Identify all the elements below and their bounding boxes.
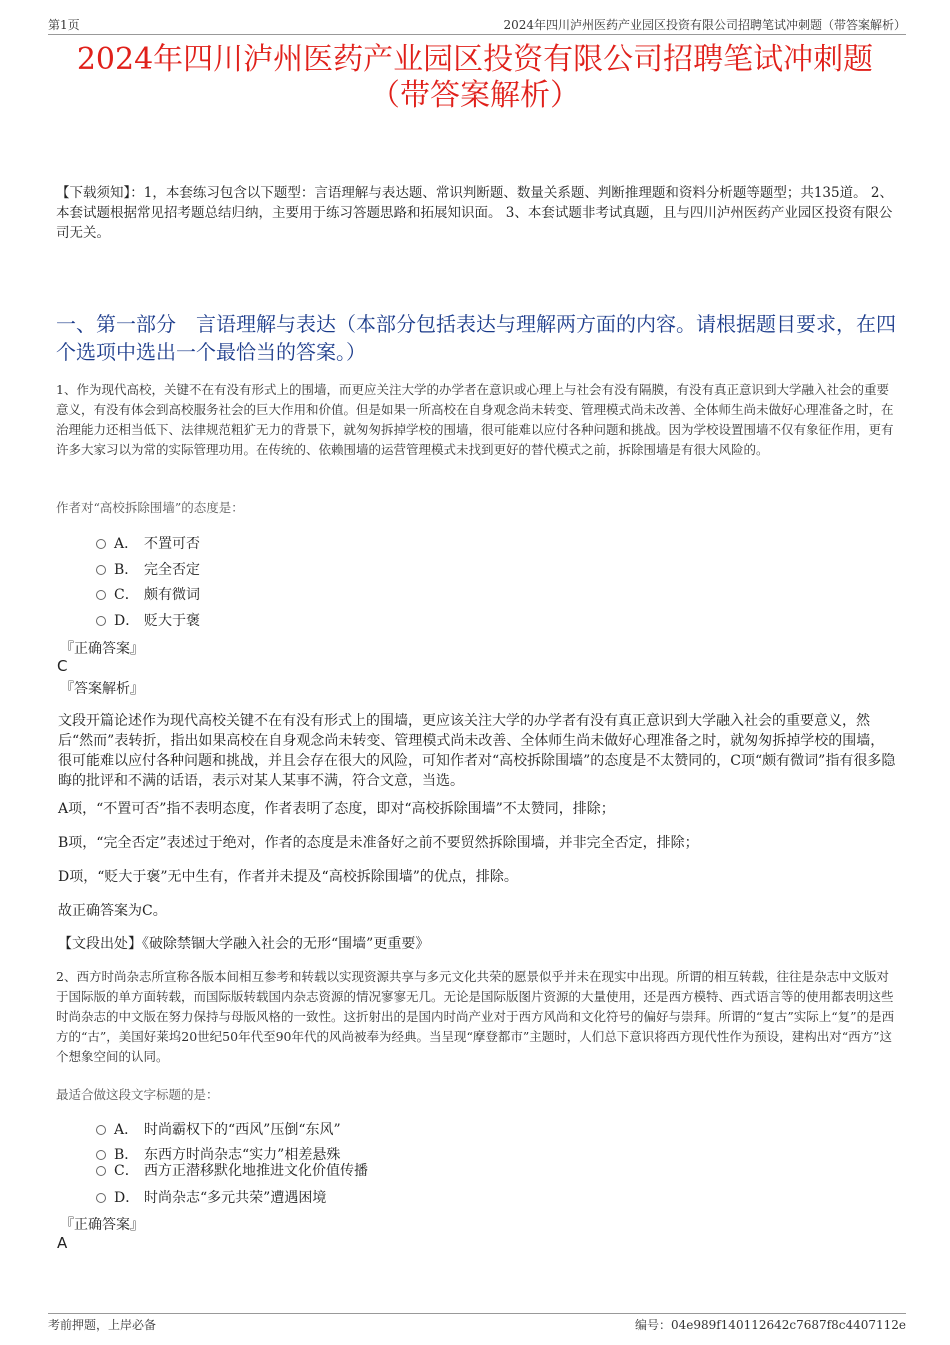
q1-option-d[interactable]: D． 贬大于褒 <box>96 610 200 630</box>
radio-icon[interactable] <box>96 590 106 600</box>
q1-analysis-d: D项，“贬大于褒”无中生有，作者并未提及“高校拆除围墙”的优点，排除。 <box>58 869 518 885</box>
radio-icon[interactable] <box>96 1125 106 1135</box>
q2-option-b[interactable]: B． 东西方时尚杂志“实力”相差悬殊 <box>96 1144 340 1164</box>
q1-analysis-b: B项，“完全否定”表述过于绝对，作者的态度是未准备好之前不要贸然拆除围墙，并非完全否定，排除； <box>58 835 699 851</box>
radio-icon[interactable] <box>96 539 106 549</box>
q2-option-d[interactable]: D． 时尚杂志“多元共荣”遭遇困境 <box>96 1187 326 1207</box>
download-notice: 【下载须知】：1，本套练习包含以下题型：言语理解与表达题、常识判断题、数量关系题、判断推理题和资料分析题等题型；共135道。 2、本套试题根据常见招考题总结归纳，主要用于练习答题思路和拓展知识面。 3、本套试题非考试真题，且与四川泸州医药产业园区投资有限公司无关。 <box>56 185 893 241</box>
radio-icon[interactable] <box>96 565 106 575</box>
q2-passage: 2、西方时尚杂志所宣称各版本间相互参考和转载以实现资源共享与多元文化共荣的愿景似乎并未在现实中出现。所谓的相互转载，往往是杂志中文版对于国际版的单方面转载，而国际版转载国内杂志资源的情况寥寥无几。无论是国际版图片资源的大量使用，还是西方模特、西式语言等的使用都表明这些时尚杂志的中文版在努力保持与母版风格的一致性。这折射出的是国内时尚产业对于西方风尚和文化符号的偏好与崇拜。所谓的“复古”实际上“复”的是西方的“古”，美国好莱坞20世纪50年代至90年代的风尚被奉为经典。当呈现“摩登都市”主题时，人们总下意识将西方现代性作为预设，建构出对“西方”这个想象空间的认同。 <box>56 969 895 1064</box>
q1-analysis-main: 文段开篇论述作为现代高校关键不在有没有形式上的围墙，更应该关注大学的办学者有没有真正意识到大学融入社会的重要意义，然后“然而”表转折，指出如果高校在自身观念尚未转变、管理模式尚未改善、全体师生尚未做好心理准备之时，就匆匆拆掉学校的围墙，很可能难以应付各种问题和挑战，并且会存在很大的风险，可知作者对“高校拆除围墙”的态度是不太赞同的，C项“颇有微词”指有很多隐晦的批评和不满的话语，表示对某人某事不满，符合文意，当选。 <box>58 713 896 789</box>
radio-icon[interactable] <box>96 1150 106 1160</box>
q1-analysis-label: 『答案解析』 <box>60 681 144 697</box>
footer-serial: 编号：04e989f140112642c7687f8c4407112e <box>634 1318 906 1332</box>
page-footer <box>48 1313 906 1334</box>
q2-option-a[interactable]: A． 时尚霸权下的“西风”压倒“东风” <box>96 1119 341 1139</box>
radio-icon[interactable] <box>96 616 106 626</box>
title-line-2: （带答案解析） <box>370 78 580 113</box>
title-line-1: 2024年四川泸州医药产业园区投资有限公司招聘笔试冲刺题 <box>76 42 874 77</box>
page-title <box>40 42 910 114</box>
page-header <box>48 14 906 35</box>
q1-question: 作者对“高校拆除围墙”的态度是： <box>56 500 244 515</box>
radio-icon[interactable] <box>96 1193 106 1203</box>
page-number: 第1页 <box>48 18 80 32</box>
q1-passage: 1、作为现代高校，关键不在有没有形式上的围墙，而更应关注大学的办学者在意识或心理上与社会有没有隔膜，有没有真正意识到大学融入社会的重要意义，有没有体会到高校服务社会的巨大作用和价值。但是如果一所高校在自身观念尚未转变、管理模式尚未改善、全体师生尚未做好心理准备之时，在治理能力还相当低下、法律规范粗犷无力的背景下，就匆匆拆掉学校的围墙，很可能难以应付各种问题和挑战。因为学校设置围墙不仅有象征作用，更有许多大家习以为常的实际管理功用。在传统的、依赖围墙的运营管理模式未找到更好的替代模式之前，拆除围墙是有很大风险的。 <box>56 382 894 457</box>
q1-analysis-a: A项，“不置可否”指不表明态度，作者表明了态度，即对“高校拆除围墙”不太赞同，排除； <box>58 801 615 817</box>
section-heading: 一、第一部分 言语理解与表达（本部分包括表达与理解两方面的内容。请根据题目要求，在四个选项中选出一个最恰当的答案。） <box>56 312 896 364</box>
header-doc-title: 2024年四川泸州医药产业园区投资有限公司招聘笔试冲刺题（带答案解析） <box>503 18 906 32</box>
q1-option-c[interactable]: C． 颇有微词 <box>96 584 200 604</box>
q2-option-c[interactable]: C． 西方正潜移默化地推进文化价值传播 <box>96 1160 368 1180</box>
q2-question: 最适合做这段文字标题的是： <box>56 1087 219 1102</box>
q2-answer: A <box>57 1234 68 1252</box>
q2-answer-label: 『正确答案』 <box>60 1217 144 1233</box>
footer-slogan: 考前押题，上岸必备 <box>48 1318 157 1332</box>
radio-icon[interactable] <box>96 1166 106 1176</box>
q1-answer-label: 『正确答案』 <box>60 641 144 657</box>
q1-source: 【文段出处】《破除禁锢大学融入社会的无形“围墙”更重要》 <box>58 936 430 952</box>
q1-analysis-conclusion: 故正确答案为C。 <box>58 903 167 919</box>
q1-answer: C <box>57 657 68 675</box>
q1-option-a[interactable]: A． 不置可否 <box>96 533 200 553</box>
q1-option-b[interactable]: B． 完全否定 <box>96 559 200 579</box>
